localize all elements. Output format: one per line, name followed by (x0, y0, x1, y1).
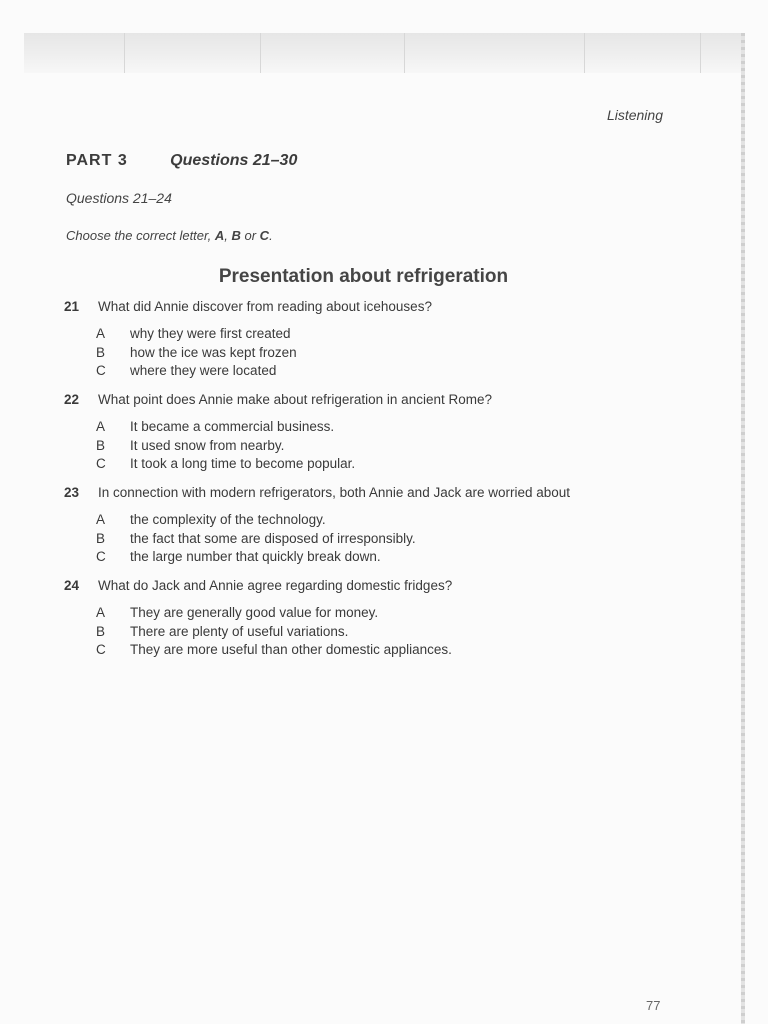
part-label: PART 3 (66, 152, 128, 169)
question-number: 22 (64, 392, 80, 407)
scan-seam (260, 33, 261, 73)
option-letter: C (96, 456, 106, 471)
scan-seam (700, 33, 701, 73)
option-list (64, 325, 714, 381)
option-letter: B (96, 530, 106, 546)
option-list (64, 418, 714, 474)
option-letter: C (96, 363, 106, 378)
option-letter: C (96, 642, 106, 657)
option-text: the fact that some are disposed of irresponsibly. (130, 530, 416, 546)
scan-seam (584, 33, 585, 73)
question-stem (64, 298, 714, 316)
option-c (64, 641, 714, 660)
instruction-letter-c: C (259, 228, 270, 243)
questions-subrange: Questions 21–24 (66, 190, 172, 206)
scan-seam (404, 33, 405, 73)
question-stem (64, 391, 714, 409)
option-letter: C (96, 549, 106, 564)
option-text: There are plenty of useful variations. (130, 623, 349, 639)
option-b (64, 344, 714, 363)
instruction-letter-a: A (214, 228, 225, 243)
option-c (64, 362, 714, 381)
question-text: What did Annie discover from reading about icehouses? (98, 299, 432, 314)
option-text: how the ice was kept frozen (130, 344, 297, 360)
option-letter: A (96, 419, 106, 434)
option-text: where they were located (130, 363, 277, 378)
option-letter: A (96, 326, 106, 341)
instruction-or: or (240, 228, 260, 243)
option-letter: A (96, 605, 106, 620)
option-a (64, 604, 714, 623)
question-23 (64, 484, 714, 567)
option-text: It became a commercial business. (130, 419, 335, 434)
option-text: the complexity of the technology. (130, 512, 326, 527)
page-number: 77 (646, 998, 661, 1013)
option-text: the large number that quickly break down. (130, 549, 381, 564)
option-text: It took a long time to become popular. (130, 456, 356, 471)
instruction-letter-b: B (231, 228, 241, 243)
question-text: What do Jack and Annie agree regarding domestic fridges? (98, 578, 453, 593)
question-stem (64, 577, 714, 595)
option-text: They are generally good value for money. (130, 605, 379, 620)
instruction-text: Choose the correct letter, (66, 228, 215, 243)
section-label: Listening (606, 107, 663, 123)
option-letter: B (96, 437, 106, 453)
instruction-period: . (269, 228, 273, 243)
option-list (64, 511, 714, 567)
option-b (64, 623, 714, 642)
option-c (64, 548, 714, 567)
question-21 (64, 298, 714, 381)
option-text: why they were first created (130, 326, 291, 341)
instruction (66, 228, 273, 243)
question-24 (64, 577, 714, 660)
option-a (64, 511, 714, 530)
option-a (64, 418, 714, 437)
option-text: It used snow from nearby. (130, 437, 285, 453)
scan-top-edge (24, 33, 744, 73)
question-text: What point does Annie make about refrigeration in ancient Rome? (98, 392, 492, 407)
option-c (64, 455, 714, 474)
instruction-comma: , (224, 228, 232, 243)
scan-right-edge (741, 33, 745, 1024)
question-number: 24 (64, 578, 80, 593)
option-letter: A (96, 512, 106, 527)
question-number: 23 (64, 485, 80, 500)
part-range: Questions 21–30 (170, 152, 298, 169)
option-list (64, 604, 714, 660)
question-stem (64, 484, 714, 502)
question-text: In connection with modern refrigerators, both Annie and Jack are worried about (98, 485, 571, 500)
option-text: They are more useful than other domestic appliances. (130, 642, 452, 657)
question-number: 21 (64, 299, 80, 314)
option-b (64, 437, 714, 456)
part-header (66, 152, 297, 170)
option-a (64, 325, 714, 344)
scan-seam (124, 33, 125, 73)
question-22 (64, 391, 714, 474)
option-letter: B (96, 623, 106, 639)
option-letter: B (96, 344, 106, 360)
option-b (64, 530, 714, 549)
page-title: Presentation about refrigeration (218, 266, 509, 287)
